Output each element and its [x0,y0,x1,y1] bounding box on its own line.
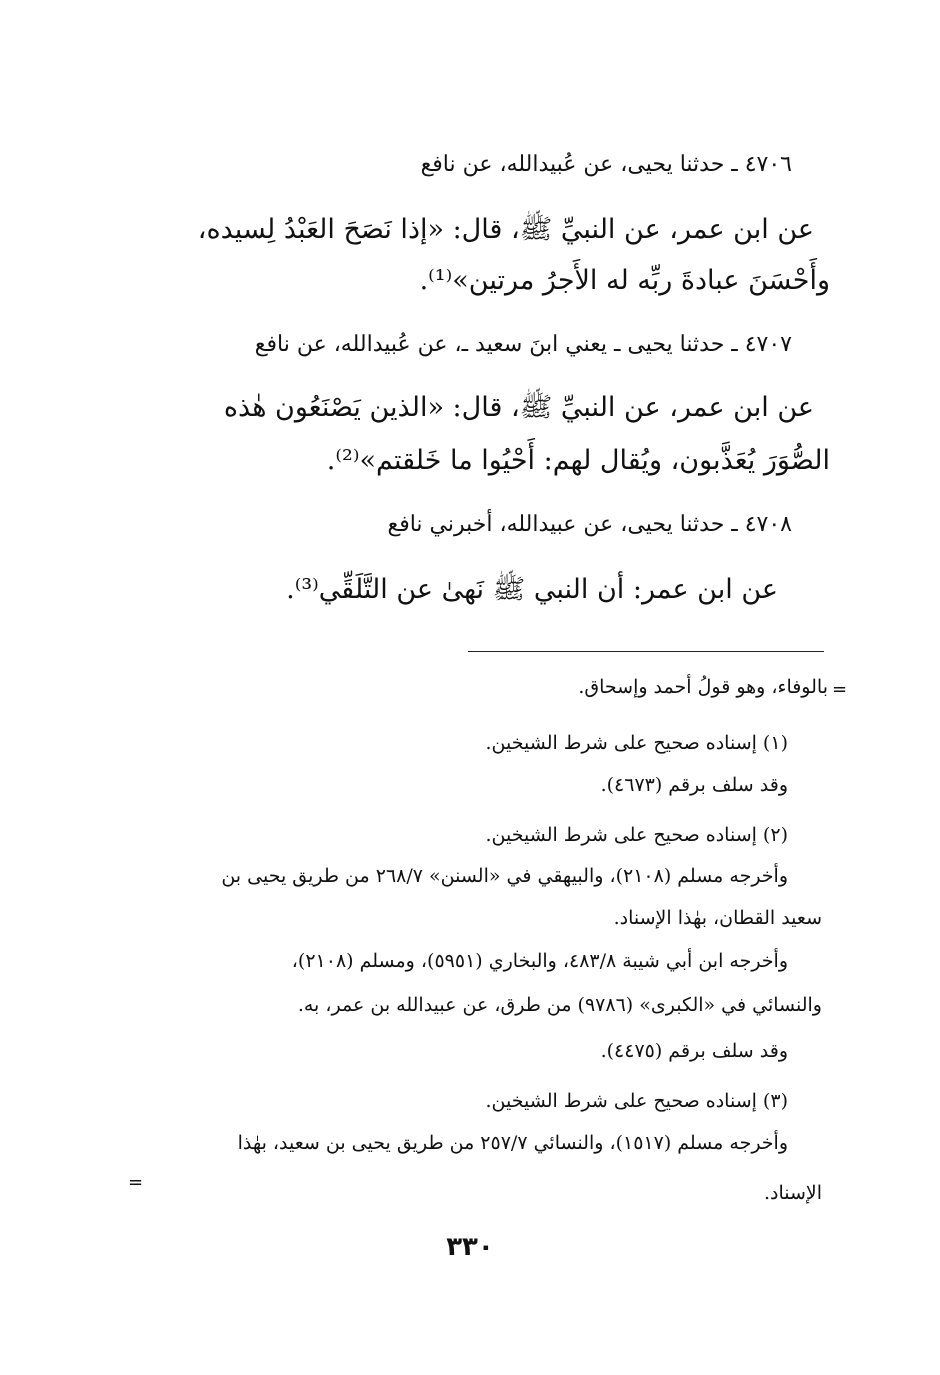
footnote-2-line4: وأخرجه ابن أبي شيبة ٤٨٣/٨، والبخاري (٥٩٥١)، ومسلم (٢١٠٨)، [291,950,788,972]
footnote-2-line6: وقد سلف برقم (٤٤٧٥). [600,1040,788,1062]
footnote-2-line1: (٢) إسناده صحيح على شرط الشيخين. [485,824,788,846]
footnote-2-line2: وأخرجه مسلم (٢١٠٨)، والبيهقي في «السنن» ٢٦٨/٧ من طريق يحيى بن [221,865,788,887]
hadith-4708-isnad: ٤٧٠٨ ـ حدثنا يحيى، عن عبيدالله، أخبرني نافع [387,512,792,537]
footnote-separator [468,651,824,652]
hadith-4706-matn-line1: عن ابن عمر، عن النبيِّ ﷺ، قال: «إذا نَصَحَ العَبْدُ لِسيده، [197,214,814,245]
hadith-4708-matn: عن ابن عمر: أن النبي ﷺ نَهىٰ عن التَّلَقِّي⁽³⁾. [286,574,778,605]
footnote-3-line3: الإسناد. [763,1182,822,1204]
footnote-3-line2: وأخرجه مسلم (١٥١٧)، والنسائي ٢٥٧/٧ من طريق يحيى بن سعيد، بهٰذا [237,1132,788,1154]
hadith-4706-matn-line2: وأَحْسَنَ عبادةَ ربِّه له الأَجرُ مرتين»⁽¹⁾. [419,265,830,296]
carry-over-mark: = [832,679,848,700]
hadith-4706-isnad: ٤٧٠٦ ـ حدثنا يحيى، عن عُبيدالله، عن نافع [420,152,792,177]
footnote-1-line1: (١) إسناده صحيح على شرط الشيخين. [485,732,788,754]
footnote-2-line5: والنسائي في «الكبرى» (٩٧٨٦) من طرق، عن عبيدالله بن عمر، به. [297,994,822,1016]
page-number: ٣٣٠ [446,1232,494,1262]
footnote-2-line3: سعيد القطان، بهٰذا الإسناد. [613,907,822,929]
footnote-carry-over: بالوفاء، وهو قولُ أحمد وإسحاق. [578,676,828,698]
continues-mark: = [128,1172,144,1193]
footnote-3-line1: (٣) إسناده صحيح على شرط الشيخين. [485,1090,788,1112]
hadith-4707-matn-line2: الصُّوَرَ يُعَذَّبون، ويُقال لهم: أَحْيُوا ما خَلقتم»⁽²⁾. [326,445,830,476]
hadith-4707-matn-line1: عن ابن عمر، عن النبيِّ ﷺ، قال: «الذين يَصْنَعُون هٰذه [223,392,814,423]
footnote-1-line2: وقد سلف برقم (٤٦٧٣). [600,774,788,796]
hadith-4707-isnad: ٤٧٠٧ ـ حدثنا يحيى ـ يعني ابنَ سعيد ـ، عن عُبيدالله، عن نافع [254,332,792,357]
